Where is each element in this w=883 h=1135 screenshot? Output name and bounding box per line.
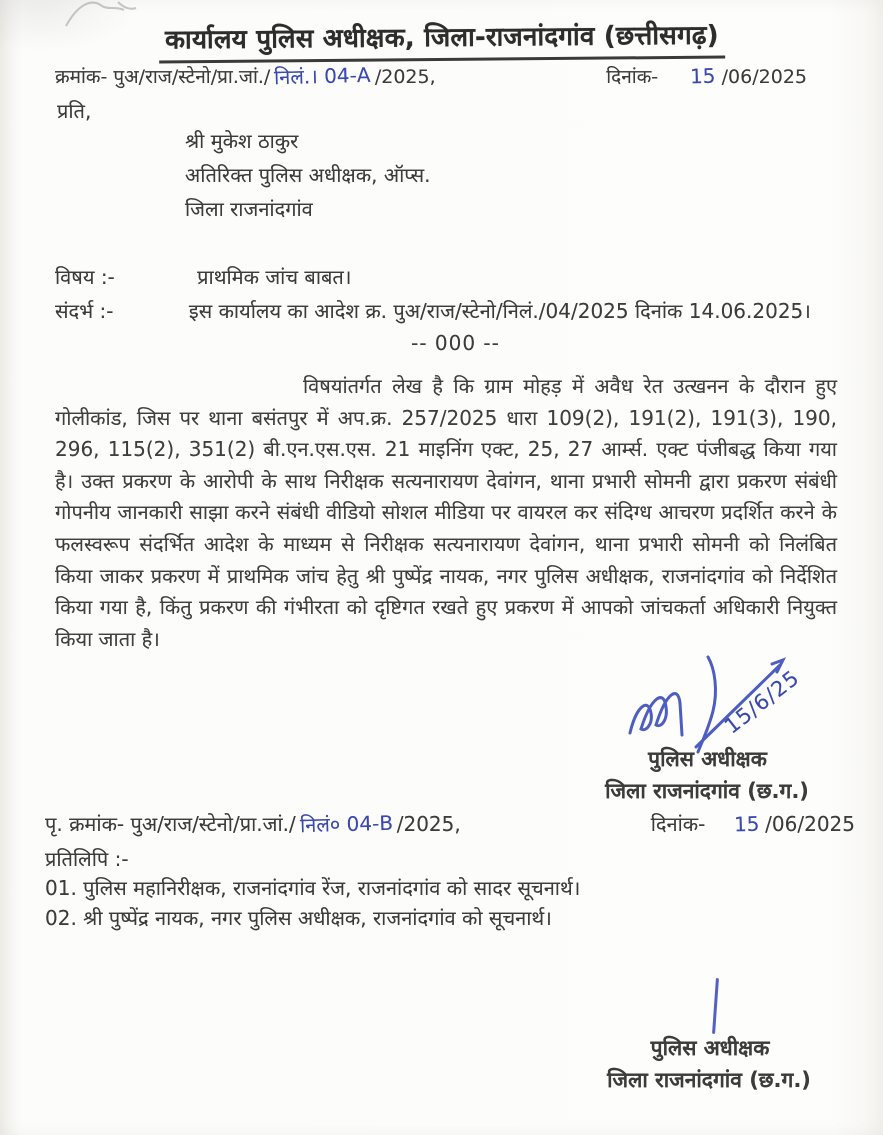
endorsement-number-prefix: पृ. क्रमांक- पुअ/राज/स्टेनो/प्रा.जां./ bbox=[45, 812, 296, 836]
addressee-name: श्री मुकेश ठाकुर bbox=[185, 129, 299, 153]
letter-number-handwritten: निलं.। 04-A bbox=[274, 62, 372, 90]
endorsement-row bbox=[45, 810, 855, 837]
endorsement-date-rest: /06/2025 bbox=[765, 812, 855, 836]
copy-item-2: 02. श्री पुष्पेंद्र नायक, नगर पुलिस अधीक्षक, राजनांदगांव को सूचनार्थ। bbox=[45, 906, 552, 930]
footer-signatory-district: जिला राजनांदगांव (छ.ग.) bbox=[607, 1068, 811, 1092]
signature-ink bbox=[612, 645, 837, 757]
signature-scribble-date: 15/6/25 bbox=[719, 665, 805, 739]
date-rest: /06/2025 bbox=[721, 66, 807, 88]
letter-date bbox=[606, 63, 807, 89]
copies-label: प्रतिलिपि :- bbox=[45, 847, 129, 871]
separator-000: -- 000 -- bbox=[411, 331, 500, 355]
subject-value: प्राथमिक जांच बाबत। bbox=[197, 265, 352, 289]
copy-item-1: 01. पुलिस महानिरीक्षक, राजनांदगांव रेंज, राजनांदगांव को सादर सूचनार्थ। bbox=[45, 876, 581, 900]
letter-number-suffix: /2025, bbox=[374, 66, 436, 88]
signatory-district: जिला राजनांदगांव (छ.ग.) bbox=[605, 779, 809, 803]
endorsement-date-day-handwritten: 15 bbox=[733, 811, 760, 837]
addressee-district: जिला राजनांदगांव bbox=[185, 197, 313, 221]
endorsement-number-handwritten: निलं० 04-B bbox=[299, 810, 394, 838]
endorsement-date bbox=[651, 810, 855, 837]
letter-number-prefix: क्रमांक- पुअ/राज/स्टेनो/प्रा.जां./ bbox=[55, 66, 271, 88]
endorsement-number bbox=[45, 810, 461, 837]
letter-body: विषयांतर्गत लेख है कि ग्राम मोहड़ में अवैध रेत उत्खनन के दौरान हुए गोलीकांड, जिस पर थाना बसंतपुर में अप.क्र. 257/2025 धारा 109(2), 191(2), 191(3), 190, 296, 115(2), 351(2) बी.एन.एस.एस. 21 माइनिंग एक्ट, 25, 27 आर्म्स. एक्ट पंजीबद्ध किया गया है। उक्त प्रकरण के आरोपी के साथ निरीक्षक सत्यनारायण देवांगन, थाना प्रभारी सोमनी द्वारा प्रकरण संबंधी गोपनीय जानकारी साझा करने संबंधी वीडियो सोशल मीडिया पर वायरल कर संदिग्ध आचरण प्रदर्शित करने के फलस्वरूप संदर्भित आदेश के माध्यम से निरीक्षक सत्यनारायण देवांगन, थाना प्रभारी सोमनी को निलंबित किया जाकर प्रकरण में प्राथमिक जांच हेतु श्री पुष्पेंद्र नायक, नगर पुलिस अधीक्षक, राजनांदगांव को निर्देशित किया गया है, किंतु प्रकरण की गंभीरता को दृष्टिगत रखते हुए प्रकरण में आपको जांचकर्ता अधिकारी नियुक्त किया जाता है। bbox=[55, 374, 837, 651]
endorsement-number-suffix: /2025, bbox=[396, 812, 461, 836]
reference-label: संदर्भ :- bbox=[55, 299, 114, 323]
reference-row bbox=[55, 297, 811, 324]
endorsement-date-label: दिनांक- bbox=[650, 812, 706, 836]
ref-row bbox=[55, 62, 807, 89]
date-label: दिनांक- bbox=[606, 66, 659, 88]
subject-row bbox=[55, 263, 351, 290]
salutation: प्रति, bbox=[57, 99, 92, 123]
subject-label: विषय :- bbox=[55, 265, 115, 289]
addressee-block bbox=[185, 124, 430, 226]
office-title: कार्यालय पुलिस अधीक्षक, जिला-राजनांदगांव (छत्तीसगढ़) bbox=[158, 16, 724, 64]
letterhead bbox=[0, 18, 883, 61]
date-day-handwritten: 15 bbox=[689, 63, 716, 89]
addressee-designation: अतिरिक्त पुलिस अधीक्षक, ऑप्स. bbox=[185, 163, 431, 187]
footer-signatory-designation: पुलिस अधीक्षक bbox=[650, 1036, 770, 1060]
letter-number bbox=[55, 62, 436, 89]
signatory-designation: पुलिस अधीक्षक bbox=[648, 747, 767, 771]
pen-stroke-mark bbox=[712, 978, 719, 1034]
reference-value: इस कार्यालय का आदेश क्र. पुअ/राज/स्टेनो/निलं./04/2025 दिनांक 14.06.2025। bbox=[188, 299, 811, 323]
